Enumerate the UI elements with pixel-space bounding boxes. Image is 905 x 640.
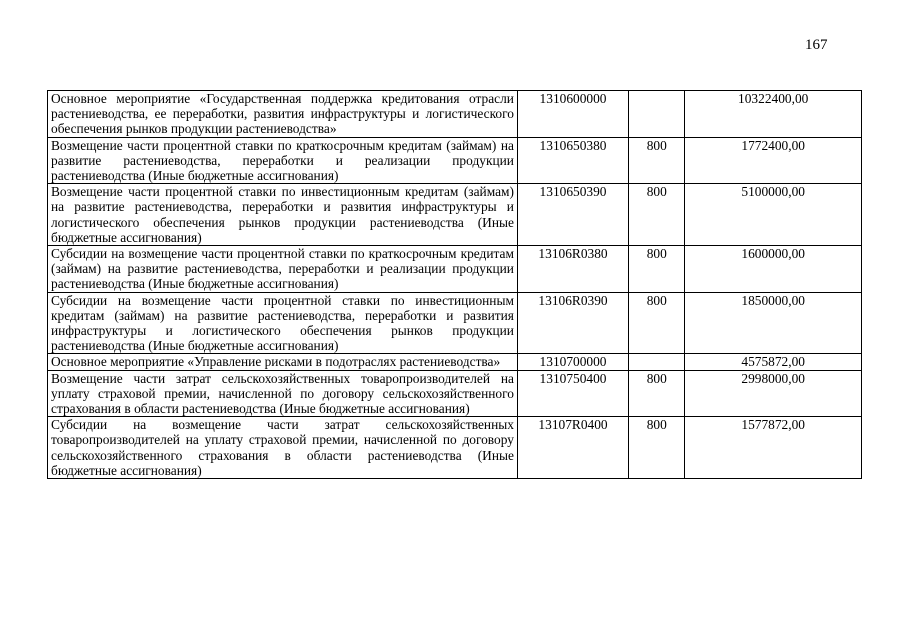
table-row: [48, 417, 862, 479]
row-code: 1310750400: [517, 370, 628, 417]
row-code: 13107R0400: [517, 417, 628, 479]
table-row: [48, 91, 862, 138]
row-amount: 1850000,00: [685, 292, 862, 354]
row-amount: 5100000,00: [685, 184, 862, 246]
row-expense-type: 800: [629, 292, 685, 354]
row-description: Основное мероприятие «Государственная поддержка кредитования отрасли растениеводства, ее переработки, развития инфраструктуры и логистического обеспечения рынков продукции растениеводства»: [48, 91, 518, 138]
row-code: 13106R0390: [517, 292, 628, 354]
row-description: Возмещение части процентной ставки по инвестиционным кредитам (займам) на развитие растениеводства, переработки и развития инфраструктуры и логистического обеспечения рынков продукции растениеводства (Иные бюджетные ассигнования): [48, 184, 518, 246]
row-amount: 1577872,00: [685, 417, 862, 479]
row-expense-type: 800: [629, 137, 685, 184]
row-code: 1310700000: [517, 354, 628, 370]
table-row: [48, 184, 862, 246]
row-code: 1310650390: [517, 184, 628, 246]
row-expense-type: 800: [629, 184, 685, 246]
row-expense-type: [629, 91, 685, 138]
table-row: [48, 370, 862, 417]
row-description: Основное мероприятие «Управление рисками в подотраслях растениеводства»: [48, 354, 518, 370]
row-amount: 10322400,00: [685, 91, 862, 138]
row-description: Субсидии на возмещение части процентной ставки по краткосрочным кредитам (займам) на развитие растениеводства, переработки и реализации продукции растениеводства (Иные бюджетные ассигнования): [48, 246, 518, 293]
row-amount: 4575872,00: [685, 354, 862, 370]
table-row: [48, 137, 862, 184]
row-description: Возмещение части процентной ставки по краткосрочным кредитам (займам) на развитие растениеводства, переработки и реализации продукции растениеводства (Иные бюджетные ассигнования): [48, 137, 518, 184]
row-description: Субсидии на возмещение части процентной ставки по инвестиционным кредитам (займам) на развитие растениеводства, переработки и развития инфраструктуры и логистического обеспечения рынков продукции растениеводства (Иные бюджетные ассигнования): [48, 292, 518, 354]
table-row: [48, 246, 862, 293]
row-expense-type: [629, 354, 685, 370]
budget-table: [47, 90, 862, 479]
row-expense-type: 800: [629, 370, 685, 417]
row-description: Субсидии на возмещение части затрат сельскохозяйственных товаропроизводителей на уплату страховой премии, начисленной по договору сельскохозяйственного страхования в области растениеводства (Иные бюджетные ассигнования): [48, 417, 518, 479]
row-amount: 2998000,00: [685, 370, 862, 417]
row-amount: 1772400,00: [685, 137, 862, 184]
row-amount: 1600000,00: [685, 246, 862, 293]
row-code: 13106R0380: [517, 246, 628, 293]
table-row: [48, 354, 862, 370]
row-expense-type: 800: [629, 417, 685, 479]
page-number: 167: [805, 37, 828, 53]
row-code: 1310600000: [517, 91, 628, 138]
row-code: 1310650380: [517, 137, 628, 184]
row-expense-type: 800: [629, 246, 685, 293]
table-row: [48, 292, 862, 354]
row-description: Возмещение части затрат сельскохозяйственных товаропроизводителей на уплату страховой премии, начисленной по договору сельскохозяйственного страхования в области растениеводства (Иные бюджетные ассигнования): [48, 370, 518, 417]
